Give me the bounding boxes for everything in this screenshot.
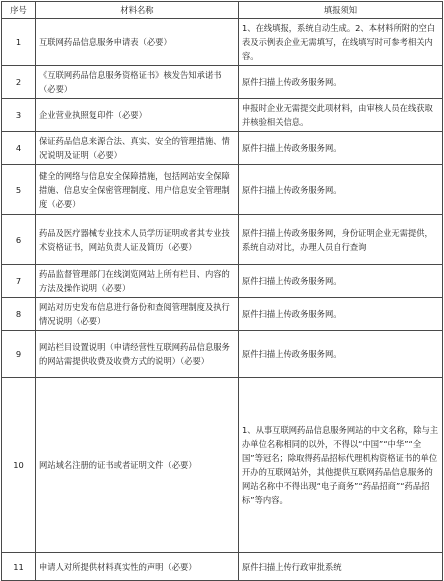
fill-note: 1、在线填报，系统自动生成。2、本材料所附的空白表及示例表企业无需填写，在线填写时可参考相关内容。 xyxy=(239,19,443,66)
material-name: 健全的网络与信息安全保障措施，包括网站安全保障措施、信息安全保密管理制度、用户信息安全管理制度（必要） xyxy=(36,165,239,215)
material-name: 保证药品信息来源合法、真实、安全的管理措施、情况说明及证明（必要） xyxy=(36,132,239,165)
material-name: 网站域名注册的证书或者证明文件（必要） xyxy=(36,378,239,553)
table-row xyxy=(2,331,443,378)
table-row xyxy=(2,378,443,553)
table-header-row xyxy=(2,2,443,19)
table-row xyxy=(2,165,443,215)
material-name: 网站栏目设置说明（申请经营性互联网药品信息服务的网站需提供收费及收费方式的说明）（必要） xyxy=(36,331,239,378)
fill-note: 原件扫描上传政务服务网。 xyxy=(239,265,443,298)
table-row xyxy=(2,66,443,99)
fill-note: 原件扫描上传政务服务网。 xyxy=(239,165,443,215)
fill-note: 1、从事互联网药品信息服务网站的中文名称，除与主办单位名称相同的以外，不得以“中国”“中华”“全国”等冠名；除取得药品招标代理机构资格证书的单位开办的互联网站外，其他提供互联网药品信息服务的网站名称中不得出现“电子商务”“药品招商”“药品招标”等内容。 xyxy=(239,378,443,553)
fill-note: 原件扫描上传政务服务网。 xyxy=(239,298,443,331)
table-row xyxy=(2,265,443,298)
row-number: 2 xyxy=(2,66,36,99)
row-number: 11 xyxy=(2,553,36,581)
material-name: 《互联网药品信息服务资格证书》核发告知承诺书（必要） xyxy=(36,66,239,99)
row-number: 1 xyxy=(2,19,36,66)
material-name: 互联网药品信息服务申请表（必要） xyxy=(36,19,239,66)
material-name: 药品及医疗器械专业技术人员学历证明或者其专业技术资格证书，网站负责人证及简历（必要） xyxy=(36,215,239,265)
material-name: 药品监督管理部门在线浏览网站上所有栏目、内容的方法及操作说明（必要） xyxy=(36,265,239,298)
fill-note: 原件扫描上传政务服务网。 xyxy=(239,66,443,99)
fill-note: 原件扫描上传行政审批系统 xyxy=(239,553,443,581)
table-row xyxy=(2,132,443,165)
fill-note: 申报时企业无需提交此项材料，由审核人员在线获取并核验相关信息。 xyxy=(239,99,443,132)
row-number: 9 xyxy=(2,331,36,378)
row-number: 10 xyxy=(2,378,36,553)
row-number: 5 xyxy=(2,165,36,215)
material-name: 企业营业执照复印件（必要） xyxy=(36,99,239,132)
materials-table xyxy=(1,1,443,581)
row-number: 8 xyxy=(2,298,36,331)
header-name: 材料名称 xyxy=(36,2,239,19)
header-no: 序号 xyxy=(2,2,36,19)
table-row xyxy=(2,215,443,265)
fill-note: 原件扫描上传政务服务网，身份证明企业无需提供，系统自动对比，办理人员自行查询 xyxy=(239,215,443,265)
row-number: 4 xyxy=(2,132,36,165)
fill-note: 原件扫描上传政务服务网。 xyxy=(239,331,443,378)
table-row xyxy=(2,298,443,331)
row-number: 3 xyxy=(2,99,36,132)
row-number: 6 xyxy=(2,215,36,265)
header-note: 填报须知 xyxy=(239,2,443,19)
material-name: 网站对历史发布信息进行备份和查阅管理制度及执行情况说明（必要） xyxy=(36,298,239,331)
row-number: 7 xyxy=(2,265,36,298)
fill-note: 原件扫描上传政务服务网。 xyxy=(239,132,443,165)
table-row xyxy=(2,99,443,132)
table-row xyxy=(2,553,443,581)
table-row xyxy=(2,19,443,66)
material-name: 申请人对所提供材料真实性的声明（必要） xyxy=(36,553,239,581)
